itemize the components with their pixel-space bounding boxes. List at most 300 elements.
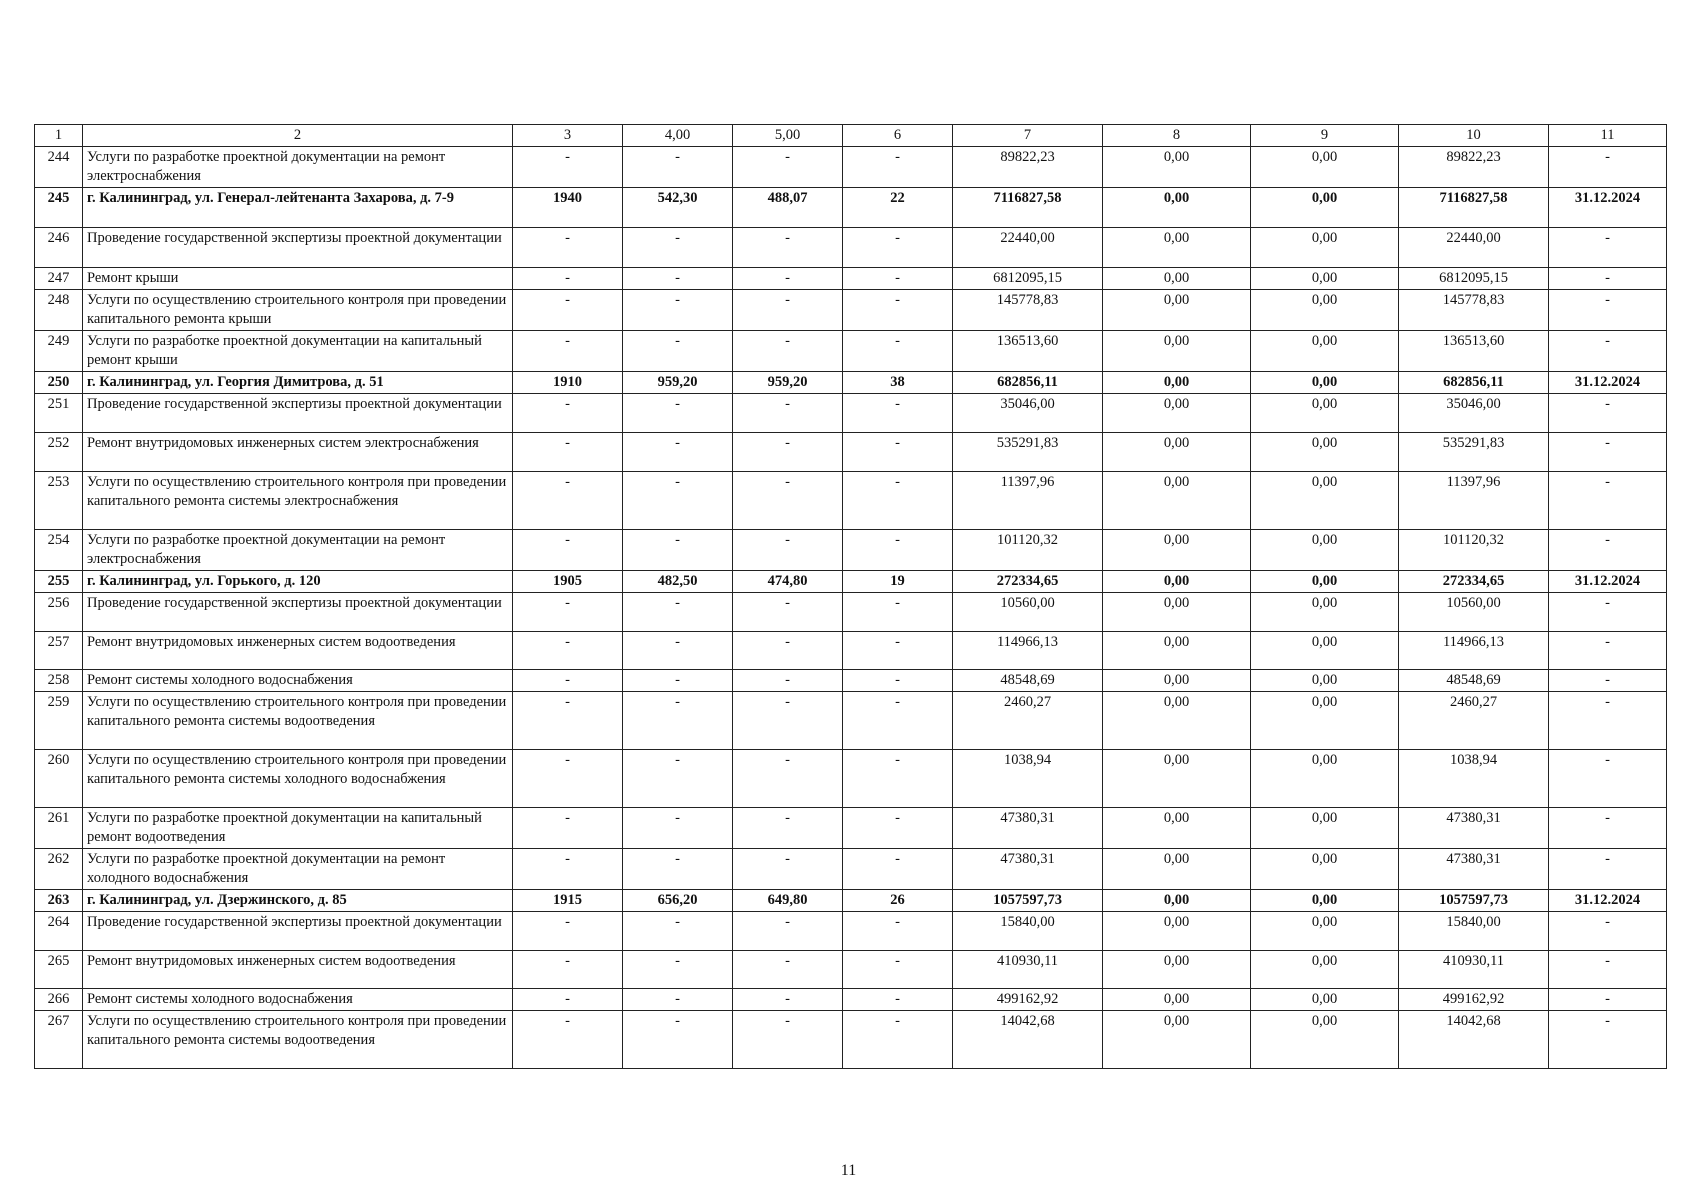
cell-build-year: - xyxy=(513,268,623,290)
cell-fund-b: 0,00 xyxy=(1251,331,1399,372)
cell-capital-repair-fund: 499162,92 xyxy=(1399,989,1549,1011)
table-body xyxy=(35,125,1667,1069)
cell-build-year: 1905 xyxy=(513,571,623,593)
cell-fund-b: 0,00 xyxy=(1251,692,1399,750)
cell-total-cost: 272334,65 xyxy=(953,571,1103,593)
cell-fund-a: 0,00 xyxy=(1103,989,1251,1011)
table-row xyxy=(35,951,1667,989)
header-cell-build-year: 3 xyxy=(513,125,623,147)
cell-living-area: - xyxy=(733,593,843,632)
table-row xyxy=(35,912,1667,951)
table-row xyxy=(35,530,1667,571)
table-row xyxy=(35,692,1667,750)
cell-fund-b: 0,00 xyxy=(1251,632,1399,670)
table-row xyxy=(35,632,1667,670)
cell-row-number: 255 xyxy=(35,571,83,593)
cell-fund-b: 0,00 xyxy=(1251,147,1399,188)
cell-work-description: Ремонт системы холодного водоснабжения xyxy=(83,989,513,1011)
cell-work-description: Услуги по осуществлению строительного контроля при проведении капитального ремонта крыши xyxy=(83,290,513,331)
cell-deadline: - xyxy=(1549,268,1667,290)
cell-work-description: г. Калининград, ул. Дзержинского, д. 85 xyxy=(83,890,513,912)
cell-deadline: - xyxy=(1549,147,1667,188)
cell-capital-repair-fund: 47380,31 xyxy=(1399,808,1549,849)
cell-total-cost: 22440,00 xyxy=(953,228,1103,268)
cell-living-area: - xyxy=(733,472,843,530)
repair-schedule-table xyxy=(34,124,1667,1069)
table-row xyxy=(35,433,1667,472)
cell-row-number: 258 xyxy=(35,670,83,692)
cell-fund-b: 0,00 xyxy=(1251,593,1399,632)
cell-living-area: - xyxy=(733,632,843,670)
cell-residents: - xyxy=(843,670,953,692)
cell-fund-b: 0,00 xyxy=(1251,394,1399,433)
cell-living-area: - xyxy=(733,912,843,951)
cell-deadline: - xyxy=(1549,750,1667,808)
cell-total-area: - xyxy=(623,290,733,331)
cell-build-year: - xyxy=(513,951,623,989)
cell-capital-repair-fund: 6812095,15 xyxy=(1399,268,1549,290)
cell-work-description: Услуги по разработке проектной документации на ремонт холодного водоснабжения xyxy=(83,849,513,890)
cell-deadline: - xyxy=(1549,433,1667,472)
cell-fund-a: 0,00 xyxy=(1103,808,1251,849)
cell-capital-repair-fund: 535291,83 xyxy=(1399,433,1549,472)
cell-fund-b: 0,00 xyxy=(1251,808,1399,849)
address-row xyxy=(35,571,1667,593)
cell-living-area: - xyxy=(733,433,843,472)
cell-capital-repair-fund: 10560,00 xyxy=(1399,593,1549,632)
cell-capital-repair-fund: 410930,11 xyxy=(1399,951,1549,989)
cell-total-area: - xyxy=(623,808,733,849)
cell-work-description: г. Калининград, ул. Георгия Димитрова, д. 51 xyxy=(83,372,513,394)
table-row xyxy=(35,290,1667,331)
cell-living-area: - xyxy=(733,989,843,1011)
cell-row-number: 250 xyxy=(35,372,83,394)
cell-capital-repair-fund: 114966,13 xyxy=(1399,632,1549,670)
cell-deadline: - xyxy=(1549,394,1667,433)
table-row xyxy=(35,670,1667,692)
cell-row-number: 261 xyxy=(35,808,83,849)
table-row xyxy=(35,331,1667,372)
cell-residents: - xyxy=(843,472,953,530)
cell-deadline: 31.12.2024 xyxy=(1549,188,1667,228)
table-row xyxy=(35,147,1667,188)
cell-row-number: 252 xyxy=(35,433,83,472)
cell-total-area: - xyxy=(623,632,733,670)
cell-living-area: - xyxy=(733,228,843,268)
header-cell-capital-repair-fund: 10 xyxy=(1399,125,1549,147)
cell-total-area: - xyxy=(623,593,733,632)
cell-living-area: - xyxy=(733,394,843,433)
cell-row-number: 257 xyxy=(35,632,83,670)
cell-work-description: Услуги по осуществлению строительного контроля при проведении капитального ремонта системы электроснабжения xyxy=(83,472,513,530)
cell-total-area: - xyxy=(623,147,733,188)
cell-build-year: - xyxy=(513,849,623,890)
cell-total-area: - xyxy=(623,394,733,433)
cell-row-number: 254 xyxy=(35,530,83,571)
cell-total-cost: 6812095,15 xyxy=(953,268,1103,290)
cell-capital-repair-fund: 14042,68 xyxy=(1399,1011,1549,1069)
table-row xyxy=(35,228,1667,268)
cell-residents: - xyxy=(843,989,953,1011)
cell-capital-repair-fund: 89822,23 xyxy=(1399,147,1549,188)
cell-residents: - xyxy=(843,228,953,268)
cell-total-cost: 11397,96 xyxy=(953,472,1103,530)
cell-living-area: - xyxy=(733,147,843,188)
cell-residents: - xyxy=(843,593,953,632)
cell-total-cost: 682856,11 xyxy=(953,372,1103,394)
table-header-row xyxy=(35,125,1667,147)
cell-total-cost: 35046,00 xyxy=(953,394,1103,433)
cell-living-area: - xyxy=(733,331,843,372)
cell-capital-repair-fund: 7116827,58 xyxy=(1399,188,1549,228)
cell-deadline: - xyxy=(1549,331,1667,372)
cell-living-area: - xyxy=(733,692,843,750)
cell-fund-b: 0,00 xyxy=(1251,228,1399,268)
cell-fund-b: 0,00 xyxy=(1251,1011,1399,1069)
cell-fund-a: 0,00 xyxy=(1103,433,1251,472)
cell-total-cost: 48548,69 xyxy=(953,670,1103,692)
cell-capital-repair-fund: 1057597,73 xyxy=(1399,890,1549,912)
cell-row-number: 247 xyxy=(35,268,83,290)
cell-work-description: г. Калининград, ул. Горького, д. 120 xyxy=(83,571,513,593)
cell-living-area: - xyxy=(733,750,843,808)
cell-work-description: Услуги по осуществлению строительного контроля при проведении капитального ремонта системы водоотведения xyxy=(83,1011,513,1069)
table-row xyxy=(35,268,1667,290)
cell-work-description: Проведение государственной экспертизы проектной документации xyxy=(83,228,513,268)
cell-row-number: 265 xyxy=(35,951,83,989)
cell-fund-a: 0,00 xyxy=(1103,394,1251,433)
cell-build-year: - xyxy=(513,433,623,472)
cell-living-area: - xyxy=(733,1011,843,1069)
cell-total-cost: 114966,13 xyxy=(953,632,1103,670)
table-row xyxy=(35,472,1667,530)
cell-total-area: - xyxy=(623,989,733,1011)
cell-fund-a: 0,00 xyxy=(1103,951,1251,989)
cell-build-year: - xyxy=(513,989,623,1011)
cell-total-area: - xyxy=(623,268,733,290)
cell-work-description: Ремонт внутридомовых инженерных систем водоотведения xyxy=(83,632,513,670)
cell-living-area: - xyxy=(733,268,843,290)
cell-build-year: - xyxy=(513,228,623,268)
cell-fund-b: 0,00 xyxy=(1251,670,1399,692)
cell-build-year: - xyxy=(513,912,623,951)
cell-residents: 38 xyxy=(843,372,953,394)
cell-build-year: - xyxy=(513,750,623,808)
cell-residents: - xyxy=(843,147,953,188)
cell-living-area: 649,80 xyxy=(733,890,843,912)
cell-deadline: - xyxy=(1549,692,1667,750)
header-cell-residents: 6 xyxy=(843,125,953,147)
page-number: 11 xyxy=(840,1162,857,1179)
cell-total-cost: 535291,83 xyxy=(953,433,1103,472)
cell-work-description: Ремонт системы холодного водоснабжения xyxy=(83,670,513,692)
cell-fund-a: 0,00 xyxy=(1103,188,1251,228)
cell-deadline: - xyxy=(1549,849,1667,890)
table-row xyxy=(35,593,1667,632)
cell-capital-repair-fund: 22440,00 xyxy=(1399,228,1549,268)
cell-work-description: Ремонт внутридомовых инженерных систем водоотведения xyxy=(83,951,513,989)
cell-row-number: 266 xyxy=(35,989,83,1011)
cell-fund-b: 0,00 xyxy=(1251,750,1399,808)
header-cell-living-area: 5,00 xyxy=(733,125,843,147)
cell-total-cost: 2460,27 xyxy=(953,692,1103,750)
cell-residents: - xyxy=(843,750,953,808)
cell-row-number: 245 xyxy=(35,188,83,228)
cell-total-cost: 1038,94 xyxy=(953,750,1103,808)
header-cell-total-area: 4,00 xyxy=(623,125,733,147)
cell-living-area: 488,07 xyxy=(733,188,843,228)
cell-build-year: - xyxy=(513,632,623,670)
cell-total-area: 542,30 xyxy=(623,188,733,228)
cell-fund-a: 0,00 xyxy=(1103,331,1251,372)
cell-total-cost: 15840,00 xyxy=(953,912,1103,951)
cell-row-number: 264 xyxy=(35,912,83,951)
cell-build-year: - xyxy=(513,593,623,632)
cell-total-area: - xyxy=(623,912,733,951)
cell-deadline: - xyxy=(1549,989,1667,1011)
cell-work-description: Услуги по осуществлению строительного контроля при проведении капитального ремонта системы водоотведения xyxy=(83,692,513,750)
cell-deadline: - xyxy=(1549,808,1667,849)
cell-capital-repair-fund: 145778,83 xyxy=(1399,290,1549,331)
cell-fund-b: 0,00 xyxy=(1251,571,1399,593)
cell-deadline: - xyxy=(1549,632,1667,670)
cell-deadline: 31.12.2024 xyxy=(1549,571,1667,593)
cell-fund-a: 0,00 xyxy=(1103,290,1251,331)
cell-residents: - xyxy=(843,394,953,433)
cell-deadline: - xyxy=(1549,472,1667,530)
header-cell-fund-a: 8 xyxy=(1103,125,1251,147)
table-row xyxy=(35,394,1667,433)
cell-capital-repair-fund: 47380,31 xyxy=(1399,849,1549,890)
cell-total-area: 482,50 xyxy=(623,571,733,593)
cell-work-description: Ремонт внутридомовых инженерных систем электроснабжения xyxy=(83,433,513,472)
cell-fund-a: 0,00 xyxy=(1103,268,1251,290)
cell-row-number: 267 xyxy=(35,1011,83,1069)
cell-fund-a: 0,00 xyxy=(1103,593,1251,632)
cell-total-area: - xyxy=(623,472,733,530)
cell-work-description: Услуги по осуществлению строительного контроля при проведении капитального ремонта системы холодного водоснабжения xyxy=(83,750,513,808)
cell-residents: - xyxy=(843,433,953,472)
cell-fund-b: 0,00 xyxy=(1251,372,1399,394)
cell-work-description: Услуги по разработке проектной документации на капитальный ремонт водоотведения xyxy=(83,808,513,849)
cell-row-number: 263 xyxy=(35,890,83,912)
cell-total-cost: 7116827,58 xyxy=(953,188,1103,228)
cell-deadline: - xyxy=(1549,593,1667,632)
cell-work-description: Ремонт крыши xyxy=(83,268,513,290)
cell-deadline: 31.12.2024 xyxy=(1549,890,1667,912)
cell-total-cost: 1057597,73 xyxy=(953,890,1103,912)
cell-deadline: 31.12.2024 xyxy=(1549,372,1667,394)
cell-total-area: - xyxy=(623,750,733,808)
table-row xyxy=(35,849,1667,890)
cell-deadline: - xyxy=(1549,1011,1667,1069)
cell-residents: - xyxy=(843,268,953,290)
cell-work-description: Услуги по разработке проектной документации на ремонт электроснабжения xyxy=(83,147,513,188)
cell-total-area: - xyxy=(623,530,733,571)
cell-total-area: - xyxy=(623,1011,733,1069)
cell-capital-repair-fund: 15840,00 xyxy=(1399,912,1549,951)
cell-fund-b: 0,00 xyxy=(1251,188,1399,228)
cell-row-number: 259 xyxy=(35,692,83,750)
cell-residents: - xyxy=(843,912,953,951)
cell-total-area: - xyxy=(623,692,733,750)
cell-capital-repair-fund: 48548,69 xyxy=(1399,670,1549,692)
cell-build-year: 1910 xyxy=(513,372,623,394)
cell-work-description: г. Калининград, ул. Генерал-лейтенанта Захарова, д. 7-9 xyxy=(83,188,513,228)
cell-fund-b: 0,00 xyxy=(1251,989,1399,1011)
cell-fund-a: 0,00 xyxy=(1103,571,1251,593)
cell-deadline: - xyxy=(1549,530,1667,571)
cell-row-number: 262 xyxy=(35,849,83,890)
cell-row-number: 244 xyxy=(35,147,83,188)
cell-residents: - xyxy=(843,692,953,750)
cell-build-year: - xyxy=(513,808,623,849)
cell-total-area: - xyxy=(623,228,733,268)
cell-living-area: 474,80 xyxy=(733,571,843,593)
address-row xyxy=(35,372,1667,394)
cell-deadline: - xyxy=(1549,670,1667,692)
cell-build-year: 1915 xyxy=(513,890,623,912)
address-row xyxy=(35,188,1667,228)
cell-total-cost: 14042,68 xyxy=(953,1011,1103,1069)
cell-build-year: 1940 xyxy=(513,188,623,228)
cell-fund-a: 0,00 xyxy=(1103,530,1251,571)
cell-deadline: - xyxy=(1549,290,1667,331)
cell-work-description: Проведение государственной экспертизы проектной документации xyxy=(83,394,513,433)
cell-fund-b: 0,00 xyxy=(1251,912,1399,951)
cell-residents: 19 xyxy=(843,571,953,593)
cell-fund-a: 0,00 xyxy=(1103,670,1251,692)
cell-fund-b: 0,00 xyxy=(1251,890,1399,912)
cell-deadline: - xyxy=(1549,912,1667,951)
cell-build-year: - xyxy=(513,1011,623,1069)
cell-residents: - xyxy=(843,808,953,849)
cell-work-description: Услуги по разработке проектной документации на ремонт электроснабжения xyxy=(83,530,513,571)
table-row xyxy=(35,989,1667,1011)
cell-living-area: - xyxy=(733,670,843,692)
cell-build-year: - xyxy=(513,670,623,692)
cell-deadline: - xyxy=(1549,951,1667,989)
header-cell-total-cost: 7 xyxy=(953,125,1103,147)
cell-row-number: 251 xyxy=(35,394,83,433)
cell-fund-a: 0,00 xyxy=(1103,472,1251,530)
cell-total-cost: 10560,00 xyxy=(953,593,1103,632)
cell-build-year: - xyxy=(513,692,623,750)
cell-fund-b: 0,00 xyxy=(1251,433,1399,472)
cell-capital-repair-fund: 11397,96 xyxy=(1399,472,1549,530)
cell-total-cost: 47380,31 xyxy=(953,849,1103,890)
header-cell-work-description: 2 xyxy=(83,125,513,147)
cell-deadline: - xyxy=(1549,228,1667,268)
cell-row-number: 246 xyxy=(35,228,83,268)
cell-fund-a: 0,00 xyxy=(1103,228,1251,268)
header-cell-row-number: 1 xyxy=(35,125,83,147)
cell-fund-a: 0,00 xyxy=(1103,1011,1251,1069)
cell-build-year: - xyxy=(513,331,623,372)
cell-fund-a: 0,00 xyxy=(1103,372,1251,394)
cell-fund-a: 0,00 xyxy=(1103,750,1251,808)
cell-build-year: - xyxy=(513,394,623,433)
cell-fund-b: 0,00 xyxy=(1251,530,1399,571)
table-row xyxy=(35,750,1667,808)
cell-total-area: - xyxy=(623,433,733,472)
cell-row-number: 249 xyxy=(35,331,83,372)
cell-capital-repair-fund: 1038,94 xyxy=(1399,750,1549,808)
cell-work-description: Проведение государственной экспертизы проектной документации xyxy=(83,912,513,951)
cell-capital-repair-fund: 35046,00 xyxy=(1399,394,1549,433)
cell-build-year: - xyxy=(513,472,623,530)
cell-fund-a: 0,00 xyxy=(1103,692,1251,750)
cell-capital-repair-fund: 136513,60 xyxy=(1399,331,1549,372)
table-row xyxy=(35,1011,1667,1069)
cell-fund-b: 0,00 xyxy=(1251,951,1399,989)
cell-total-area: - xyxy=(623,670,733,692)
cell-fund-a: 0,00 xyxy=(1103,890,1251,912)
cell-build-year: - xyxy=(513,290,623,331)
cell-capital-repair-fund: 2460,27 xyxy=(1399,692,1549,750)
cell-fund-a: 0,00 xyxy=(1103,632,1251,670)
cell-total-area: - xyxy=(623,849,733,890)
header-cell-fund-b: 9 xyxy=(1251,125,1399,147)
cell-residents: - xyxy=(843,951,953,989)
cell-row-number: 256 xyxy=(35,593,83,632)
cell-living-area: - xyxy=(733,951,843,989)
cell-work-description: Услуги по разработке проектной документации на капитальный ремонт крыши xyxy=(83,331,513,372)
cell-residents: - xyxy=(843,1011,953,1069)
header-cell-deadline: 11 xyxy=(1549,125,1667,147)
cell-build-year: - xyxy=(513,147,623,188)
cell-total-cost: 145778,83 xyxy=(953,290,1103,331)
cell-residents: - xyxy=(843,290,953,331)
cell-row-number: 253 xyxy=(35,472,83,530)
cell-work-description: Проведение государственной экспертизы проектной документации xyxy=(83,593,513,632)
cell-living-area: 959,20 xyxy=(733,372,843,394)
cell-capital-repair-fund: 272334,65 xyxy=(1399,571,1549,593)
cell-residents: 26 xyxy=(843,890,953,912)
cell-residents: - xyxy=(843,849,953,890)
address-row xyxy=(35,890,1667,912)
cell-living-area: - xyxy=(733,849,843,890)
cell-total-area: 656,20 xyxy=(623,890,733,912)
cell-fund-a: 0,00 xyxy=(1103,147,1251,188)
cell-total-cost: 47380,31 xyxy=(953,808,1103,849)
cell-fund-b: 0,00 xyxy=(1251,268,1399,290)
cell-residents: - xyxy=(843,331,953,372)
cell-fund-b: 0,00 xyxy=(1251,849,1399,890)
cell-residents: 22 xyxy=(843,188,953,228)
cell-total-cost: 89822,23 xyxy=(953,147,1103,188)
cell-row-number: 260 xyxy=(35,750,83,808)
cell-capital-repair-fund: 682856,11 xyxy=(1399,372,1549,394)
cell-total-cost: 410930,11 xyxy=(953,951,1103,989)
table-row xyxy=(35,808,1667,849)
cell-row-number: 248 xyxy=(35,290,83,331)
cell-fund-b: 0,00 xyxy=(1251,290,1399,331)
cell-fund-a: 0,00 xyxy=(1103,912,1251,951)
cell-total-cost: 499162,92 xyxy=(953,989,1103,1011)
cell-living-area: - xyxy=(733,290,843,331)
cell-total-area: - xyxy=(623,331,733,372)
cell-residents: - xyxy=(843,632,953,670)
cell-total-area: 959,20 xyxy=(623,372,733,394)
cell-build-year: - xyxy=(513,530,623,571)
cell-total-cost: 136513,60 xyxy=(953,331,1103,372)
cell-residents: - xyxy=(843,530,953,571)
cell-total-cost: 101120,32 xyxy=(953,530,1103,571)
cell-living-area: - xyxy=(733,808,843,849)
cell-fund-a: 0,00 xyxy=(1103,849,1251,890)
cell-living-area: - xyxy=(733,530,843,571)
